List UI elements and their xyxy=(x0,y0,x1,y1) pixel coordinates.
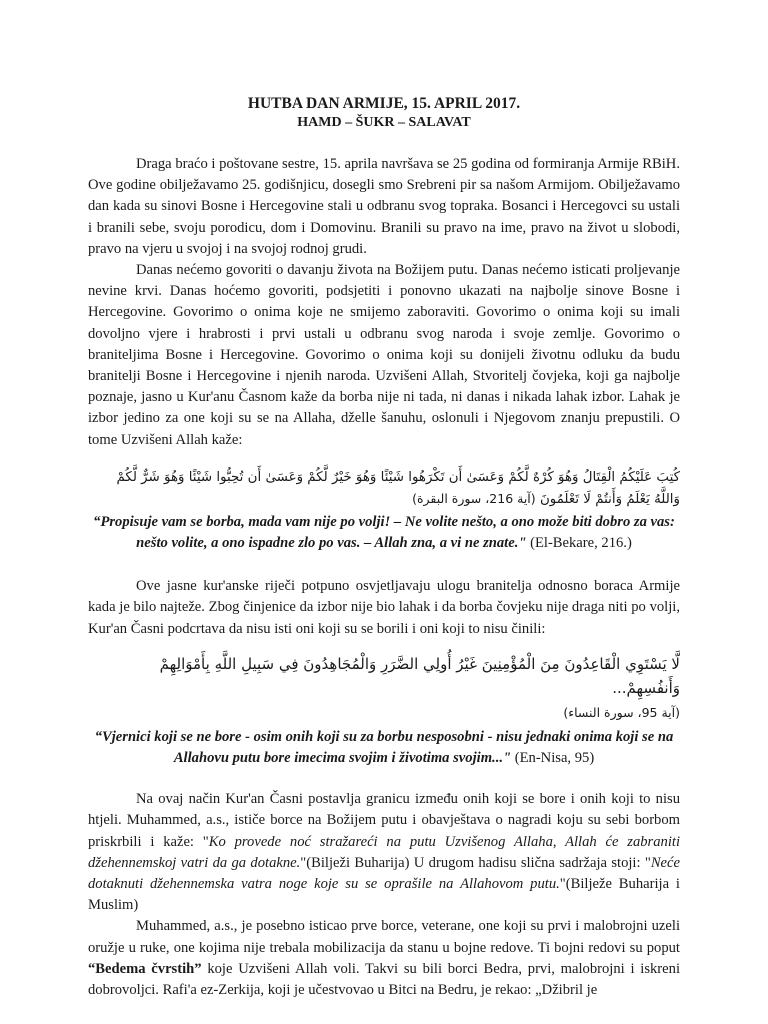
arabic-verse-1-ref: (آية 216، سورة البقرة) xyxy=(412,490,536,506)
verse-2-translation xyxy=(88,727,680,769)
paragraph-5 xyxy=(88,916,680,1001)
hadith-2: Neće dotaknuti džehennemska vatra noge koje su se oprašile na Allahovom putu. xyxy=(88,854,680,893)
arabic-verse-2-ref: (آية 95، سورة النساء) xyxy=(563,704,680,720)
arabic-verse-1-text: كُتِبَ عَلَيْكُمُ الْقِتَالُ وَهُوَ كُرْهٌ لَّكُمْ وَعَسَىٰ أَن تَكْرَهُوا شَيْئًا وَهُوَ خَيْرٌ لَّكُمْ وَعَسَىٰ أَن تُحِبُّوا شَيْئًا وَهُوَ شَرٌّ لَّكُمْ وَاللَّهُ يَعْلَمُ وَأَنتُمْ لَا تَعْلَمُونَ xyxy=(116,469,680,507)
bedema-phrase: “Bedema čvrstih” xyxy=(88,960,202,977)
hadith-1: Ko provede noć stražareći na putu Uzvišenog Allaha, Allah će zabraniti džehennemskoj vatri da ga dotakne. xyxy=(88,833,680,871)
arabic-verse-1 xyxy=(88,467,680,510)
paragraph-2: Danas nećemo govoriti o davanju života na Božijem putu. Danas nećemo isticati proljevanje nevine krvi. Danas hoćemo govoriti, podsjetiti i ponovno ukazati na najbolje sinove Bosne i Hercegovine. Govorimo o onima koje ne smijemo zaboraviti. Govorimo o onima koji su imali dovoljno vjere i hrabrosti i prvi ustali u odbranu svog naroda i svoje zemlje. Govorimo o braniteljima Bosne i Hercegovine. Govorimo o onima koji su donijeli životnu odluku da budu branitelji Bosne i Hercegovine i njenih naroda. Uzvišeni Allah, Stvoritelj čovjeka, koji ga najbolje poznaje, jasno u Kur'anu Časnom kaže da borba nije ni tada, ni danas i nikada lahak izbor. Lahak je izbor jedino za one koji su se na Allaha, dželle šanuhu, oslonuli i Njegovom znanju prepustili. O tome Uzvišeni Allah kaže: xyxy=(88,262,680,448)
arabic-verse-2-text: لَّا يَسْتَوِي الْقَاعِدُونَ مِنَ الْمُؤْمِنِينَ غَيْرُ أُولِي الضَّرَرِ وَالْمُجَاهِدُونَ فِي سَبِيلِ اللَّهِ بِأَمْوَالِهِمْ وَأَنفُسِهِمْ... xyxy=(159,654,680,697)
paragraph-4-part-b: "(Bilježi Buharija) U drugom hadisu slična sadržaja stoji: " xyxy=(300,854,651,871)
arabic-verse-2 xyxy=(88,652,680,725)
verse-2-citation: (En-Nisa, 95) xyxy=(514,750,595,767)
verse-1-citation: (El-Bekare, 216.) xyxy=(530,535,632,552)
paragraph-1: Draga braćo i poštovane sestre, 15. aprila navršava se 25 godina od formiranja Armije RBiH. Ove godine obilježavamo 25. godišnjicu, dosegli smo Srebreni pir sa našom Armijom. Obilježavamo dan kada su sinovi Bosne i Hercegovine stali u odbranu svog topraka. Bosanci i Hercegovci su ustali i branili sebe, svoju porodicu, dom i Domovinu. Branili su pravo na ime, pravo na život u slobodi, pravo na vjeru u svojoj i na svojoj rodnoj grudi. xyxy=(88,156,680,257)
spacer xyxy=(88,769,680,789)
document-title: HUTBA DAN ARMIJE, 15. APRIL 2017. xyxy=(247,95,521,112)
paragraph-4 xyxy=(88,789,680,916)
paragraph-5-part-a: Muhammed, a.s., je posebno isticao prve borce, veterane, one koji su prvi i malobrojni uzeli oružje u ruke, one kojima nije trebala mobilizacija da stanu u bojne redove. Ti bojni redovi su poput xyxy=(88,918,680,956)
spacer xyxy=(88,554,680,576)
paragraph-4-part-c: "(Bilježe Buharija i Muslim) xyxy=(88,876,680,914)
document-subtitle: HAMD – ŠUKR – SALAVAT xyxy=(297,115,471,130)
verse-2-translation-text: “Vjernici koji se ne bore - osim onih koji su za borbu nesposobni - nisu jednaki onima koji se na Allahovu putu bore imecima svojim i životima svojim..." xyxy=(94,728,674,767)
verse-1-translation-text: “Propisuje vam se borba, mada vam nije po volji! – Ne volite nešto, a ono može biti dobro za vas: nešto volite, a ono ispadne zlo po vas. – Allah zna, a vi ne znate." xyxy=(93,513,675,552)
verse-1-translation xyxy=(88,512,680,554)
paragraph-5-part-b: koje Uzvišeni Allah voli. Takvi su bili borci Bedra, prvi, malobrojni i iskreni dobrovoljci. Rafi'a ez-Zerkija, koji je učestvovao u Bitci na Bedru, je rekao: „Džibril je xyxy=(88,960,681,999)
paragraph-4-part-a: Na ovaj način Kur'an Časni postavlja granicu između onih koji se bore i onih koji to nisu htjeli. Muhammed, a.s., ističe borce na Božijem putu i obavještava o nagradi koju su sebi borbom priskrbili i kaže: " xyxy=(88,791,680,850)
paragraph-3: Ove jasne kur'anske riječi potpuno osvjetljavaju ulogu branitelja odnosno boraca Armije kada je bilo najteže. Zbog činjenice da izbor nije bio lahak i da borba čovjeku nije draga niti po volji, Kur'an Časni podcrtava da nisu isti oni koji su se borili i oni koji to nisu činili: xyxy=(88,578,680,637)
